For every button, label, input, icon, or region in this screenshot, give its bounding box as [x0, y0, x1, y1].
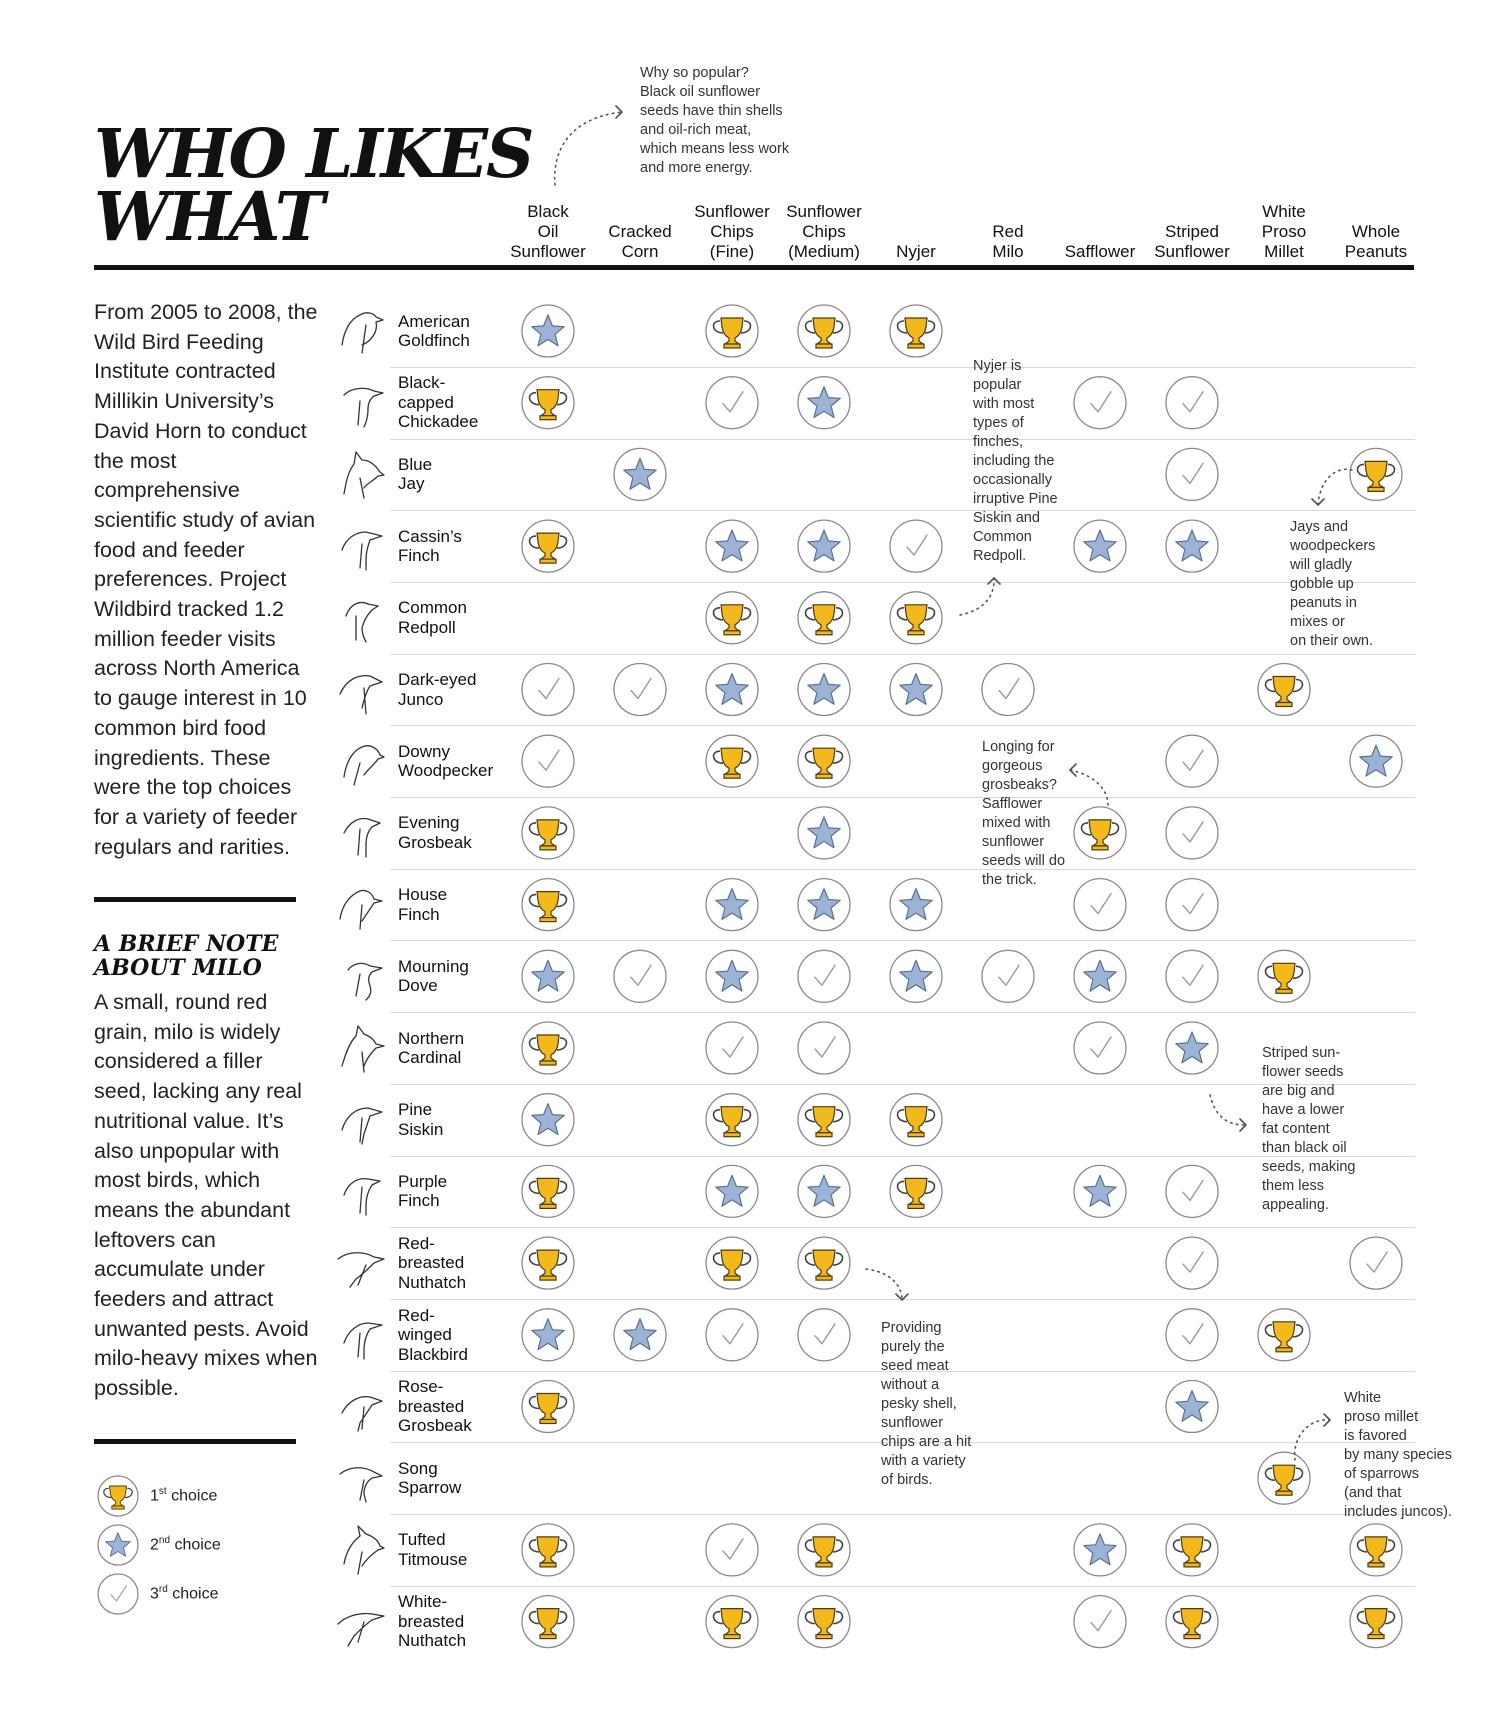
cell-trophy-icon	[890, 1165, 942, 1217]
bird-name: Pine Siskin	[398, 1100, 444, 1139]
cell-check-icon	[706, 377, 758, 429]
cell-check-icon	[1166, 1309, 1218, 1361]
cell-check-icon	[522, 735, 574, 787]
cell-star-icon	[798, 1165, 850, 1217]
annotation-arrow	[1210, 1095, 1246, 1131]
row-separator	[390, 582, 1415, 583]
bird-silhouette-icon	[336, 1309, 386, 1361]
row-separator	[390, 510, 1415, 511]
cell-trophy-icon	[798, 1094, 850, 1146]
cell-star-icon	[890, 879, 942, 931]
cell-check-icon	[798, 950, 850, 1002]
cell-trophy-icon	[706, 1596, 758, 1648]
annotation-millet: White proso millet is favored by many species of sparrows (and that includes juncos).	[1344, 1390, 1452, 1520]
cell-check-icon	[798, 1022, 850, 1074]
title-line: WHO LIKES	[94, 114, 533, 193]
cell-check-icon	[1166, 807, 1218, 859]
cell-check-icon	[798, 1309, 850, 1361]
bird-name: Song Sparrow	[398, 1458, 462, 1498]
cell-check-icon	[706, 1022, 758, 1074]
legend-item	[96, 1572, 219, 1616]
column-header: Nyjer	[896, 242, 936, 261]
cell-trophy-icon	[890, 1094, 942, 1146]
cell-trophy-icon	[522, 1524, 574, 1576]
bird-silhouette-icon	[336, 1165, 386, 1217]
row-separator	[390, 869, 1415, 870]
row-separator	[390, 940, 1415, 941]
column-header: Safflower	[1064, 242, 1136, 261]
legend-label: 2nd choice	[150, 1535, 221, 1554]
star-icon	[98, 1525, 138, 1565]
cell-star-icon	[1166, 520, 1218, 572]
bird-name: American Goldfinch	[398, 311, 470, 350]
bird-silhouette-icon	[336, 664, 386, 716]
bird-name: Downy Woodpecker	[398, 741, 494, 781]
cell-star-icon	[798, 520, 850, 572]
cell-check-icon	[1074, 1596, 1126, 1648]
cell-star-icon	[798, 664, 850, 716]
bird-silhouette-icon	[336, 879, 386, 931]
cell-trophy-icon	[522, 807, 574, 859]
cell-check-icon	[1074, 1022, 1126, 1074]
cell-check-icon	[982, 950, 1034, 1002]
cell-check-icon	[1074, 879, 1126, 931]
bird-silhouette-icon	[336, 1381, 386, 1433]
legend-label: 3rd choice	[150, 1584, 219, 1603]
bird-silhouette-icon	[336, 1094, 386, 1146]
cell-trophy-icon	[798, 735, 850, 787]
cell-trophy-icon	[706, 305, 758, 357]
legend-label: 1st choice	[150, 1486, 218, 1505]
bird-silhouette-icon	[336, 807, 386, 859]
cell-check-icon	[1166, 1165, 1218, 1217]
bird-silhouette-icon	[336, 1237, 386, 1289]
cell-trophy-icon	[1350, 1596, 1402, 1648]
cell-star-icon	[706, 879, 758, 931]
row-separator	[390, 725, 1415, 726]
bird-silhouette-icon	[336, 377, 386, 429]
annotation-chips: Providing purely the seed meat without a pesky shell, sunflower chips are a hit with a variety of birds.	[881, 1320, 972, 1488]
cell-star-icon	[798, 807, 850, 859]
cell-trophy-icon	[706, 1237, 758, 1289]
bird-name: Rose- breasted Grosbeak	[398, 1377, 472, 1436]
cell-check-icon	[1166, 448, 1218, 500]
cell-star-icon	[798, 377, 850, 429]
milo-note-body: A small, round red grain, milo is widely considered a filler seed, lacking any real nutritional value. It’s also unpopular with most birds, which means the abundant leftovers can accumulate under feeders and attract unwanted pests. Avoid milo-heavy mixes when possible.	[94, 990, 318, 1401]
bird-name: Cassin’s Finch	[398, 526, 462, 566]
bird-name: Mourning Dove	[398, 956, 469, 996]
bird-name: Tufted Titmouse	[398, 1530, 468, 1569]
annotation-arrow	[1070, 764, 1108, 805]
cell-trophy-icon	[706, 592, 758, 644]
cell-trophy-icon	[1258, 1452, 1310, 1504]
column-header: Red Milo	[992, 222, 1024, 261]
column-header: Cracked Corn	[608, 222, 672, 261]
column-header: Striped Sunflower	[1154, 222, 1230, 261]
cell-star-icon	[614, 1309, 666, 1361]
cell-star-icon	[890, 664, 942, 716]
cell-star-icon	[706, 664, 758, 716]
column-header: Sunflower Chips (Medium)	[786, 202, 862, 261]
cell-trophy-icon	[522, 879, 574, 931]
row-separator	[390, 1299, 1415, 1300]
intro-paragraph: From 2005 to 2008, the Wild Bird Feeding Institute contracted Millikin University’s David Horn to conduct the most comprehensive scientific study of avian food and feeder preferences. Project Wildbird tracked 1.2 million feeder visits across North America to gauge interest in 10 common bird food ingredients. These were the top choices for a variety of feeder regulars and rarities.	[94, 300, 318, 859]
cell-check-icon	[1074, 377, 1126, 429]
page-title	[94, 114, 533, 256]
cell-star-icon	[1166, 1022, 1218, 1074]
bird-silhouette-icon	[336, 735, 386, 787]
cell-star-icon	[522, 950, 574, 1002]
check-icon	[98, 1574, 138, 1614]
cell-trophy-icon	[798, 1237, 850, 1289]
cell-star-icon	[1074, 1524, 1126, 1576]
header-rule	[94, 265, 1414, 270]
cell-trophy-icon	[890, 305, 942, 357]
row-separator	[390, 1227, 1415, 1228]
annotation-arrow	[866, 1269, 908, 1300]
cell-trophy-icon	[706, 735, 758, 787]
cell-trophy-icon	[1258, 950, 1310, 1002]
row-separator	[390, 797, 1415, 798]
cell-check-icon	[1166, 1237, 1218, 1289]
cell-trophy-icon	[522, 1022, 574, 1074]
cell-check-icon	[706, 1309, 758, 1361]
bird-name: Evening Grosbeak	[398, 813, 472, 852]
annotation-nyjer: Nyjer is popular with most types of finches, including the occasionally irruptive Pine Siskin and Common Redpoll.	[973, 358, 1058, 564]
bird-name: Common Redpoll	[398, 598, 467, 637]
annotation-why-popular: Why so popular? Black oil sunflower seeds have thin shells and oil-rich meat, which means less work and more energy.	[640, 65, 790, 176]
legend-item	[96, 1523, 221, 1567]
cell-trophy-icon	[522, 1596, 574, 1648]
cell-check-icon	[1166, 377, 1218, 429]
cell-trophy-icon	[706, 1094, 758, 1146]
cell-trophy-icon	[522, 1165, 574, 1217]
annotation-arrow	[1295, 1414, 1330, 1460]
bird-silhouette-icon	[336, 305, 386, 357]
bird-name: Red- breasted Nuthatch	[398, 1233, 467, 1292]
cell-trophy-icon	[522, 1381, 574, 1433]
bird-silhouette-icon	[336, 592, 386, 644]
star-icon	[96, 1523, 140, 1567]
bird-name: Northern Cardinal	[398, 1028, 465, 1067]
cell-star-icon	[1350, 735, 1402, 787]
cell-check-icon	[982, 664, 1034, 716]
annotation-arrow	[555, 106, 622, 185]
row-separator	[390, 1012, 1415, 1013]
bird-silhouette-icon	[336, 520, 386, 572]
cell-trophy-icon	[890, 592, 942, 644]
cell-check-icon	[522, 664, 574, 716]
column-header: White Proso Millet	[1261, 202, 1307, 261]
column-header: Sunflower Chips (Fine)	[694, 202, 770, 261]
annotation-peanuts: Jays and woodpeckers will gladly gobble up peanuts in mixes or on their own.	[1290, 519, 1376, 649]
trophy-icon	[96, 1474, 140, 1518]
cell-star-icon	[1074, 950, 1126, 1002]
cell-check-icon	[1166, 950, 1218, 1002]
cell-check-icon	[1166, 735, 1218, 787]
check-icon	[96, 1572, 140, 1616]
bird-name: Black- capped Chickadee	[398, 373, 479, 432]
trophy-icon	[98, 1476, 138, 1516]
column-header: Whole Peanuts	[1344, 222, 1408, 261]
cell-check-icon	[706, 1524, 758, 1576]
legend-item	[96, 1474, 217, 1518]
cell-trophy-icon	[798, 305, 850, 357]
cell-check-icon	[614, 950, 666, 1002]
cell-star-icon	[522, 1309, 574, 1361]
section-rule	[94, 897, 296, 902]
cell-trophy-icon	[522, 1237, 574, 1289]
bird-name: Dark-eyed Junco	[398, 670, 477, 709]
bird-name: White- breasted Nuthatch	[398, 1592, 467, 1651]
cell-star-icon	[706, 950, 758, 1002]
bird-silhouette-icon	[336, 1452, 386, 1504]
cell-check-icon	[1350, 1237, 1402, 1289]
cell-star-icon	[1074, 1165, 1126, 1217]
cell-star-icon	[706, 1165, 758, 1217]
row-separator	[390, 1586, 1415, 1587]
cell-star-icon	[522, 305, 574, 357]
cell-trophy-icon	[1350, 1524, 1402, 1576]
cell-star-icon	[706, 520, 758, 572]
cell-star-icon	[614, 448, 666, 500]
cell-trophy-icon	[798, 1596, 850, 1648]
cell-star-icon	[798, 879, 850, 931]
bird-silhouette-icon	[336, 1524, 386, 1576]
annotation-safflower: Longing for gorgeous grosbeaks? Safflower mixed with sunflower seeds will do the trick.	[982, 739, 1066, 888]
row-separator	[390, 367, 1415, 368]
milo-note-title: A BRIEF NOTE ABOUT MILO	[94, 931, 279, 981]
cell-check-icon	[890, 520, 942, 572]
bird-name: House Finch	[398, 885, 448, 924]
bird-silhouette-icon	[336, 1596, 386, 1648]
cell-star-icon	[522, 1094, 574, 1146]
bird-name: Purple Finch	[398, 1171, 448, 1211]
cell-trophy-icon	[1258, 1309, 1310, 1361]
title-line: WHAT	[94, 177, 323, 256]
row-separator	[390, 439, 1415, 440]
bird-silhouette-icon	[336, 1022, 386, 1074]
cell-trophy-icon	[522, 520, 574, 572]
row-separator	[390, 654, 1415, 655]
bird-silhouette-icon	[336, 448, 386, 500]
cell-check-icon	[1166, 879, 1218, 931]
section-rule	[94, 1439, 296, 1444]
annotation-arrow	[1312, 469, 1352, 505]
bird-silhouette-icon	[336, 950, 386, 1002]
cell-trophy-icon	[1074, 807, 1126, 859]
cell-star-icon	[1074, 520, 1126, 572]
cell-trophy-icon	[1166, 1596, 1218, 1648]
cell-star-icon	[890, 950, 942, 1002]
cell-trophy-icon	[798, 1524, 850, 1576]
cell-trophy-icon	[798, 592, 850, 644]
column-header: Black Oil Sunflower	[510, 202, 586, 261]
annotation-striped: Striped sun- flower seeds are big and have a lower fat content than black oil seeds, making them less appealing.	[1262, 1045, 1356, 1213]
cell-trophy-icon	[1166, 1524, 1218, 1576]
row-separator	[390, 1514, 1415, 1515]
bird-name: Blue Jay	[398, 454, 433, 494]
annotation-arrow	[960, 578, 1000, 615]
cell-star-icon	[1166, 1381, 1218, 1433]
bird-name: Red- winged Blackbird	[398, 1305, 468, 1364]
cell-check-icon	[614, 664, 666, 716]
cell-trophy-icon	[1258, 664, 1310, 716]
cell-trophy-icon	[1350, 448, 1402, 500]
cell-trophy-icon	[522, 377, 574, 429]
